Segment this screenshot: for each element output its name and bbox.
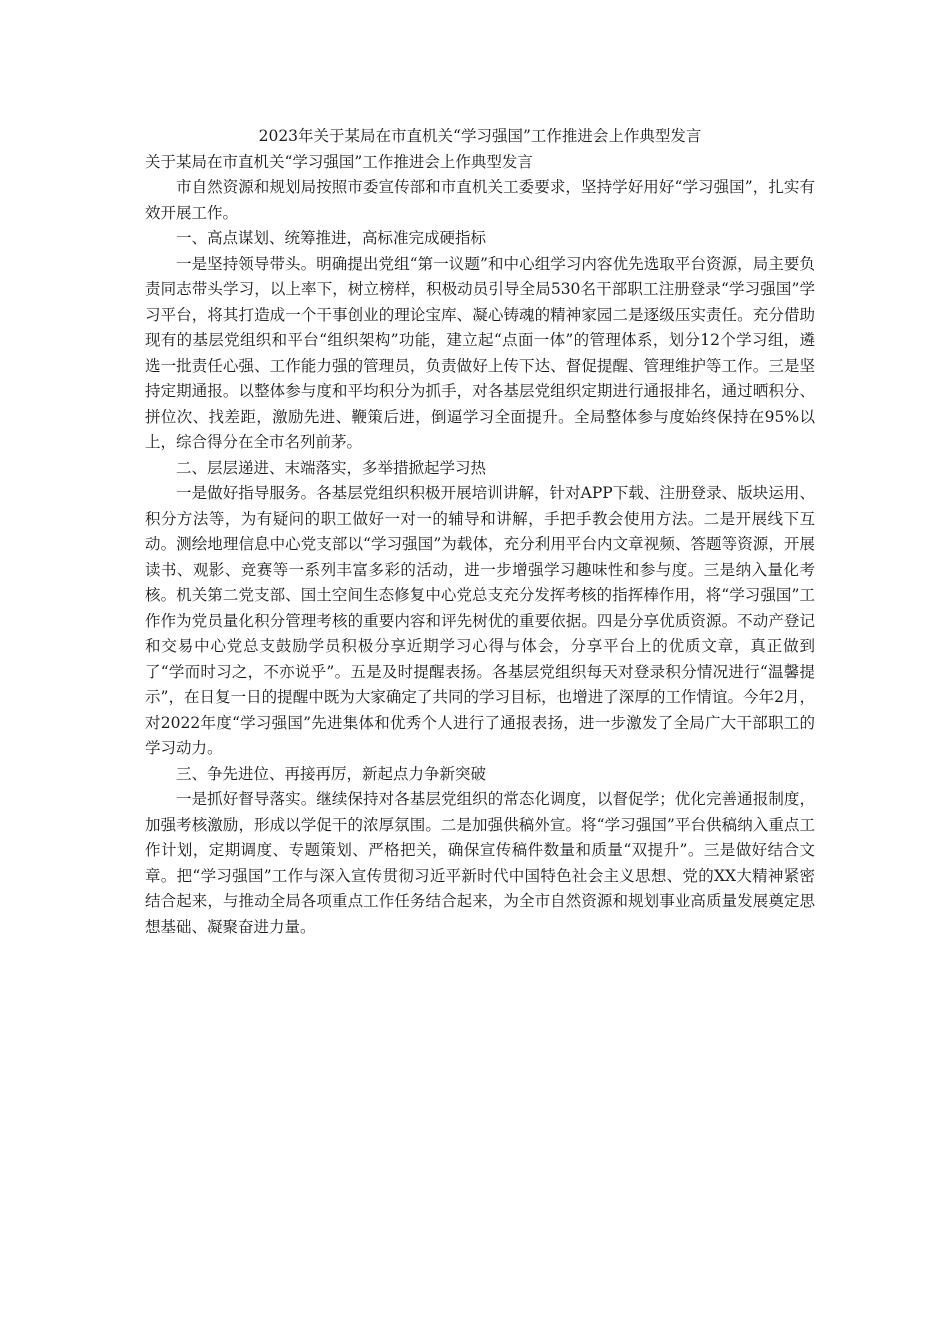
intro-paragraph: 市自然资源和规划局按照市委宣传部和市直机关工委要求，坚持学好用好“学习强国”，扎实有效开展工作。 bbox=[145, 178, 815, 222]
section-heading-1: 一、高点谋划、统筹推进，高标准完成硬指标 bbox=[176, 229, 487, 247]
section-heading-3: 三、争先进位、再接再厉，新起点力争新突破 bbox=[176, 764, 487, 783]
section-body-3: 一是抓好督导落实。继续保持对各基层党组织的常态化调度，以督促学；优化完善通报制度，加强考核激励，形成以学促干的浓厚氛围。二是加强供稿外宣。将“学习强国”平台供稿纳入重点工作计划，定期调度、专题策划、严格把关，确保宣传稿件数量和质量“双提升”。三是做好结合文章。把“学习强国”工作与深入宣传贯彻习近平新时代中国特色社会主义思想、党的XX大精神紧密结合起来，与推动全局各项重点工作任务结合起来，为全市自然资源和规划事业高质量发展奠定思想基础、凝聚奋进力量。 bbox=[145, 790, 815, 936]
section-body-1: 一是坚持领导带头。明确提出党组“第一议题”和中心组学习内容优先选取平台资源，局主要负责同志带头学习，以上率下，树立榜样，积极动员引导全局530名干部职工注册登录“学习强国”学习平台，将其打造成一个干事创业的理论宝库、凝心铸魂的精神家园二是逐级压实责任。充分借助现有的基层党组织和平台“组织架构”功能，建立起“点面一体”的管理体系，划分12个学习组，遴选一批责任心强、工作能力强的管理员，负责做好上传下达、督促提醒、管理维护等工作。三是坚持定期通报。以整体参与度和平均积分为抓手，对各基层党组织定期进行通报排名，通过晒积分、拼位次、找差距，激励先进、鞭策后进，倒逼学习全面提升。全局整体参与度始终保持在95%以上，综合得分在全市名列前茅。 bbox=[145, 254, 815, 451]
document-subtitle: 关于某局在市直机关“学习强国”工作推进会上作典型发言 bbox=[145, 152, 533, 171]
document-title: 2023年关于某局在市直机关“学习强国”工作推进会上作典型发言 bbox=[258, 127, 702, 145]
section-body-2: 一是做好指导服务。各基层党组织积极开展培训讲解，针对APP下载、注册登录、版块运用、积分方法等，为有疑问的职工做好一对一的辅导和讲解，手把手教会使用方法。二是开展线下互动。测绘地理信息中心党支部以“学习强国”为载体，充分利用平台内文章视频、答题等资源，开展读书、观影、竞赛等一系列丰富多彩的活动，进一步增强学习趣味性和参与度。三是纳入量化考核。机关第二党支部、国土空间生态修复中心党总支充分发挥考核的指挥棒作用，将“学习强国”工作作为党员量化积分管理考核的重要内容和评先树优的重要依据。四是分享优质资源。不动产登记和交易中心党总支鼓励学员积极分享近期学习心得与体会，分享平台上的优质文章，真正做到了“学而时习之，不亦说乎”。五是及时提醒表扬。各基层党组织每天对登录积分情况进行“温馨提示”，在日复一日的提醒中既为大家确定了共同的学习目标，也增进了深厚的工作情谊。今年2月，对2022年度“学习强国”先进集体和优秀个人进行了通报表扬，进一步激发了全局广大干部职工的学习动力。 bbox=[145, 484, 815, 757]
section-heading-2: 二、层层递进、末端落实，多举措掀起学习热 bbox=[176, 458, 487, 477]
document-page bbox=[145, 124, 815, 940]
